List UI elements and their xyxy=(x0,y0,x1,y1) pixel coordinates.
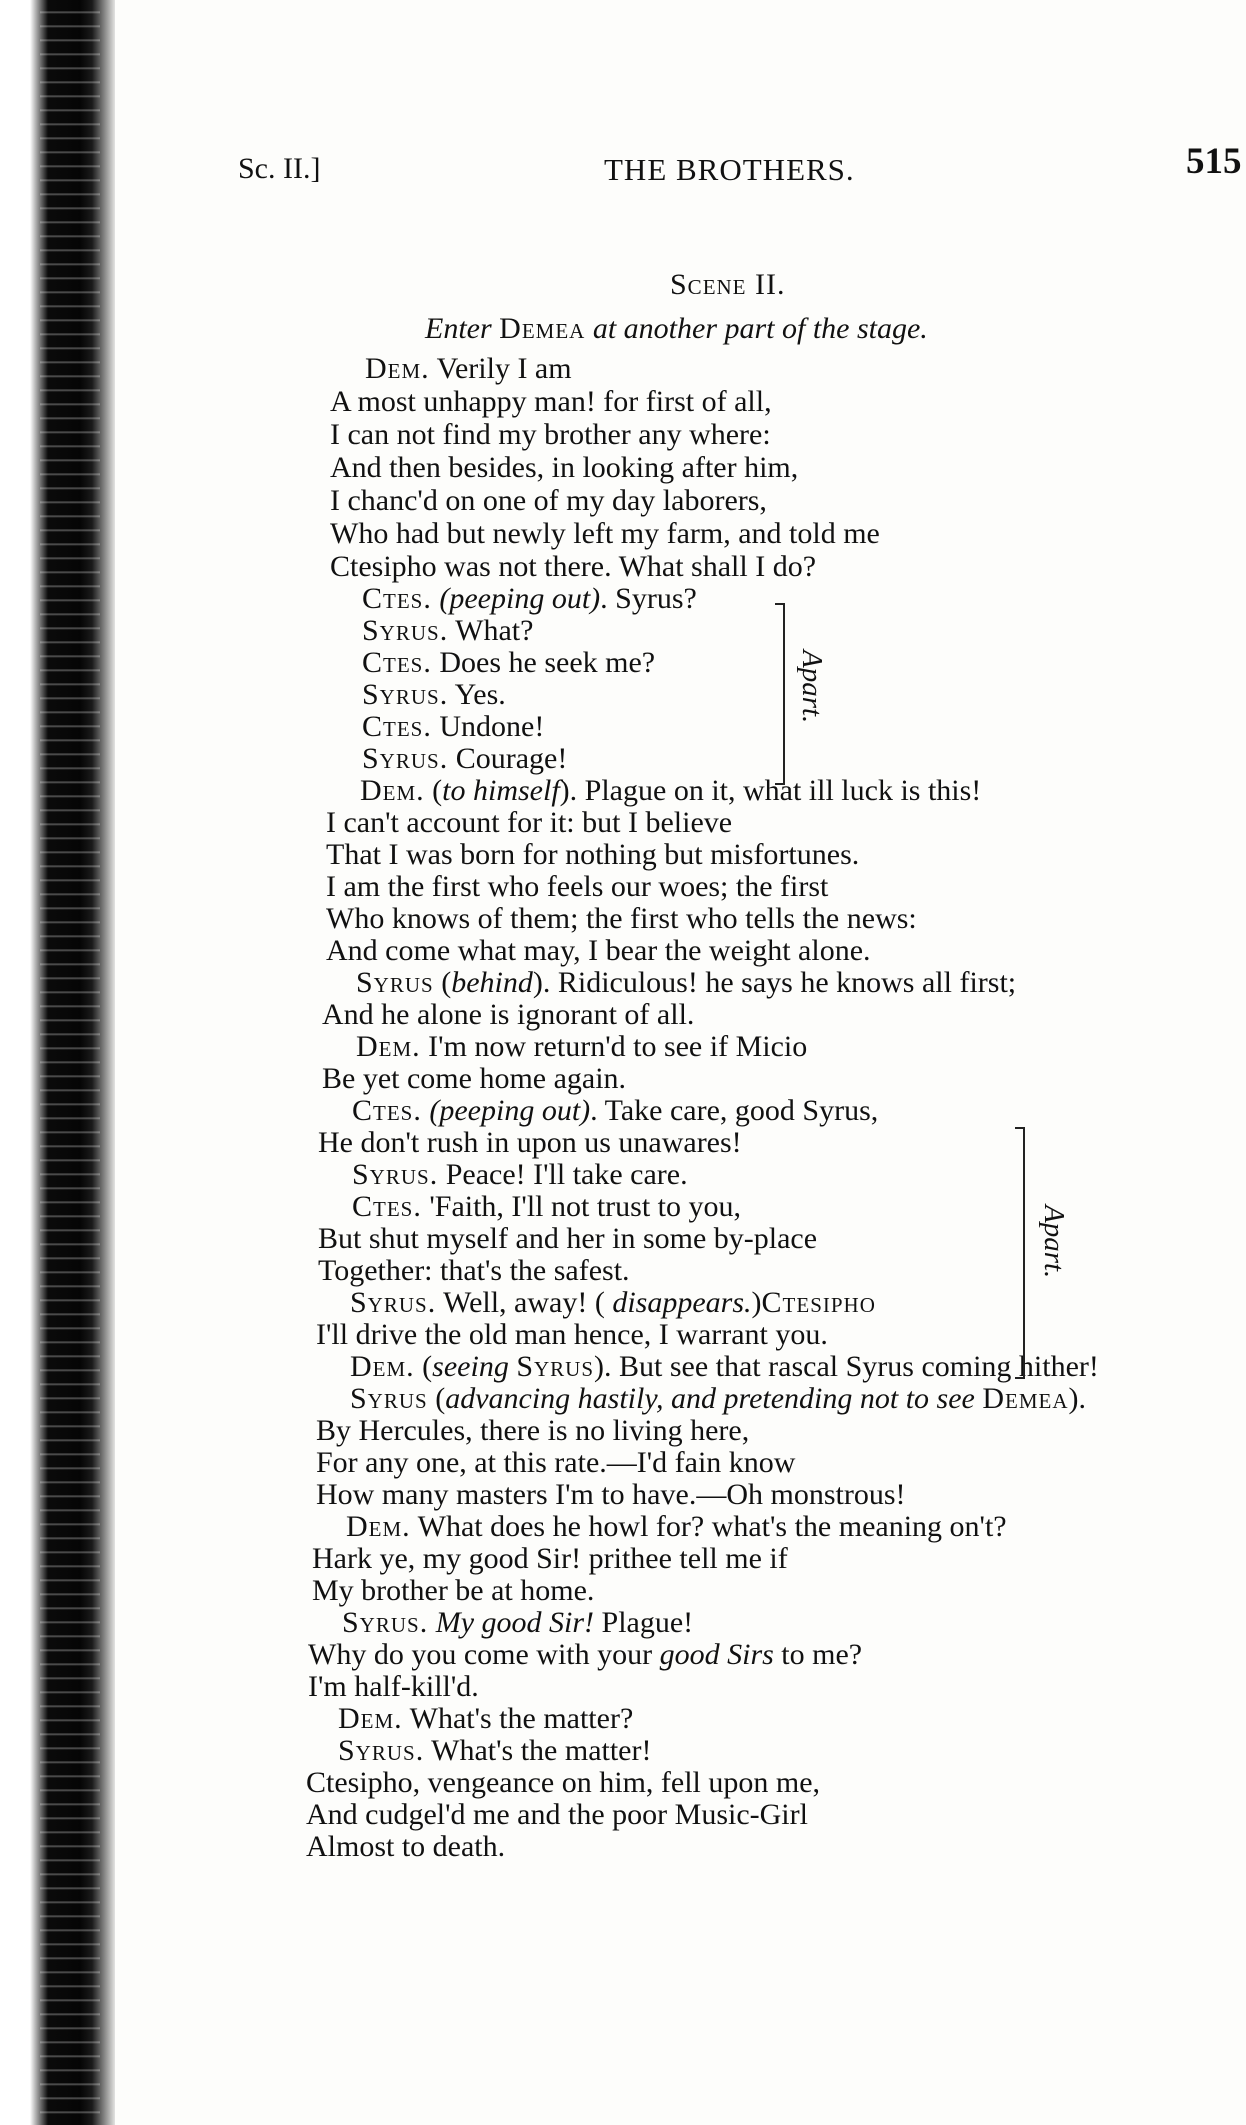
character-name: Syrus xyxy=(516,1350,595,1383)
verse-line xyxy=(326,838,859,872)
verse-line xyxy=(330,484,767,518)
speaker-name: Syrus xyxy=(356,966,434,999)
stage-direction xyxy=(425,312,928,346)
line-text: My brother be at home. xyxy=(312,1574,595,1607)
apart-bracket-2 xyxy=(1015,1127,1025,1379)
speaker-name: Ctes. xyxy=(352,1190,422,1223)
verse-line xyxy=(318,1126,742,1160)
line-text: Who had but newly left my farm, and told me xyxy=(330,517,880,550)
line-text: ) xyxy=(751,1286,762,1319)
line-text: Plague! xyxy=(594,1606,694,1639)
verse-line xyxy=(322,998,694,1032)
line-text: Ctesipho was not there. What shall I do? xyxy=(330,550,817,583)
verse-line xyxy=(362,582,697,616)
line-text: And then besides, in looking after him, xyxy=(330,451,799,484)
verse-line xyxy=(360,774,981,808)
verse-line xyxy=(350,1286,876,1320)
line-text: I'll drive the old man hence, I warrant you. xyxy=(316,1318,828,1351)
apart-bracket-1 xyxy=(775,603,785,785)
line-text: By Hercules, there is no living here, xyxy=(316,1414,750,1447)
verse-line xyxy=(338,1734,651,1768)
verse-line xyxy=(306,1798,808,1832)
apart-note-1: Apart. xyxy=(796,650,828,724)
line-text: ( xyxy=(424,774,443,807)
line-text: Hark ye, my good Sir! prithee tell me if xyxy=(312,1542,788,1575)
binding-gutter-texture xyxy=(40,0,100,2125)
line-text: ( xyxy=(414,1350,433,1383)
speaker-name: Dem. xyxy=(350,1350,415,1383)
verse-line xyxy=(352,1094,878,1128)
line-text: Well, away! ( xyxy=(436,1286,605,1319)
verse-line xyxy=(362,678,506,712)
character-name: Ctesipho xyxy=(761,1286,876,1319)
line-text: to me? xyxy=(773,1638,863,1671)
line-text: A most unhappy man! for first of all, xyxy=(330,385,772,418)
speaker-name: Dem. xyxy=(365,352,430,385)
verse-line xyxy=(362,646,655,680)
line-text: He don't rush in upon us unawares! xyxy=(318,1126,742,1159)
verse-line xyxy=(330,385,772,419)
verse-line xyxy=(316,1478,905,1512)
line-text: What's the matter? xyxy=(402,1702,634,1735)
line-text: Yes. xyxy=(448,678,506,711)
italic-direction: My good Sir! xyxy=(435,1606,595,1639)
speaker-name: Ctes. xyxy=(362,582,432,615)
verse-line xyxy=(312,1574,594,1608)
line-text: That I was born for nothing but misfortunes. xyxy=(326,838,860,871)
apart-note-2: Apart. xyxy=(1038,1205,1070,1279)
line-text: And he alone is ignorant of all. xyxy=(322,998,695,1031)
italic-direction: good Sirs xyxy=(659,1638,774,1671)
line-text: ). Ridiculous! he says he knows all first; xyxy=(532,966,1017,999)
direction-character: Demea xyxy=(499,312,586,345)
speaker-name: Syrus. xyxy=(362,614,449,647)
verse-line xyxy=(316,1414,749,1448)
speaker-name: Syrus. xyxy=(342,1606,429,1639)
verse-line xyxy=(352,1190,741,1224)
verse-line xyxy=(306,1830,505,1864)
speaker-name: Dem. xyxy=(360,774,425,807)
speaker-name: Ctes. xyxy=(362,646,432,679)
verse-line xyxy=(352,1158,688,1192)
verse-line xyxy=(312,1542,788,1576)
direction-enter: Enter xyxy=(425,312,492,345)
line-text: I can not find my brother any where: xyxy=(330,418,771,451)
line-text: And come what may, I bear the weight alone. xyxy=(326,934,871,967)
running-head-title: THE BROTHERS. xyxy=(604,152,855,187)
line-text: Verily I am xyxy=(429,352,572,385)
verse-line xyxy=(326,934,871,968)
line-text: And cudgel'd me and the poor Music-Girl xyxy=(306,1798,808,1831)
speaker-name: Syrus xyxy=(350,1382,428,1415)
verse-line xyxy=(308,1670,479,1704)
italic-direction: (peeping out) xyxy=(439,582,601,615)
verse-line xyxy=(356,966,1016,1000)
line-text: How many masters I'm to have.—Oh monstrous! xyxy=(316,1478,906,1511)
line-text xyxy=(428,1606,436,1639)
line-text: For any one, at this rate.—I'd fain know xyxy=(316,1446,796,1479)
line-text: ). xyxy=(1068,1382,1087,1415)
verse-line xyxy=(338,1702,633,1736)
verse-line xyxy=(326,902,917,936)
verse-line xyxy=(362,710,544,744)
italic-direction: seeing xyxy=(432,1350,509,1383)
line-text: Be yet come home again. xyxy=(322,1062,627,1095)
verse-line xyxy=(308,1638,862,1672)
italic-direction: behind xyxy=(451,966,533,999)
line-text: Why do you come with your xyxy=(308,1638,660,1671)
verse-line xyxy=(316,1318,828,1352)
line-text: Together: that's the safest. xyxy=(318,1254,630,1287)
line-text: But shut myself and her in some by-place xyxy=(318,1222,818,1255)
speaker-name: Ctes. xyxy=(352,1094,422,1127)
verse-line xyxy=(330,517,880,551)
line-text: What's the matter! xyxy=(424,1734,652,1767)
line-text: What does he howl for? what's the meaning on't? xyxy=(410,1510,1007,1543)
verse-line xyxy=(362,614,533,648)
character-name: Demea xyxy=(982,1382,1069,1415)
line-text: I'm now return'd to see if Micio xyxy=(420,1030,808,1063)
speaker-name: Syrus. xyxy=(362,678,449,711)
verse-line xyxy=(318,1222,817,1256)
verse-line xyxy=(330,550,816,584)
speaker-name: Dem. xyxy=(338,1702,403,1735)
line-text: . Take care, good Syrus, xyxy=(590,1094,879,1127)
line-text: ). Plague on it, what ill luck is this! xyxy=(559,774,982,807)
verse-line xyxy=(316,1446,795,1480)
line-text: Does he seek me? xyxy=(431,646,656,679)
italic-direction: to himself xyxy=(442,774,560,807)
line-text: Ctesipho, vengeance on him, fell upon me, xyxy=(306,1766,821,1799)
italic-direction: (peeping out) xyxy=(429,1094,591,1127)
verse-line xyxy=(322,1062,626,1096)
direction-rest: at another part of the stage. xyxy=(592,312,928,345)
line-text: I am the first who feels our woes; the first xyxy=(326,870,829,903)
verse-line xyxy=(350,1382,1086,1416)
line-text: Courage! xyxy=(448,742,568,775)
line-text: ( xyxy=(433,966,452,999)
verse-line xyxy=(306,1766,820,1800)
verse-line xyxy=(365,352,572,386)
speaker-name: Syrus. xyxy=(338,1734,425,1767)
line-text: . Syrus? xyxy=(600,582,697,615)
line-text: I'm half-kill'd. xyxy=(308,1670,479,1703)
line-text: Peace! I'll take care. xyxy=(438,1158,688,1191)
speaker-name: Syrus. xyxy=(362,742,449,775)
verse-line xyxy=(326,806,732,840)
line-text: ( xyxy=(427,1382,446,1415)
verse-line xyxy=(362,742,567,776)
line-text: Who knows of them; the first who tells the news: xyxy=(326,902,917,935)
line-text: 'Faith, I'll not trust to you, xyxy=(421,1190,742,1223)
verse-line xyxy=(356,1030,807,1064)
speaker-name: Ctes. xyxy=(362,710,432,743)
verse-line xyxy=(326,870,828,904)
italic-direction: disappears. xyxy=(604,1286,752,1319)
line-text: I chanc'd on one of my day laborers, xyxy=(330,484,767,517)
line-text: ). But see that rascal Syrus coming hither! xyxy=(594,1350,1099,1383)
line-text: Almost to death. xyxy=(306,1830,506,1863)
line-text: I can't account for it: but I believe xyxy=(326,806,733,839)
scene-title: Scene II. xyxy=(670,268,786,301)
italic-direction: advancing hastily, and pretending not to see xyxy=(445,1382,975,1415)
speaker-name: Syrus. xyxy=(350,1286,437,1319)
line-text: What? xyxy=(448,614,534,647)
speaker-name: Dem. xyxy=(346,1510,411,1543)
verse-line xyxy=(330,418,771,452)
verse-line xyxy=(342,1606,693,1640)
line-text: Undone! xyxy=(431,710,545,743)
verse-line xyxy=(330,451,798,485)
speaker-name: Dem. xyxy=(356,1030,421,1063)
running-head-left: Sc. II.] xyxy=(238,152,321,185)
verse-line xyxy=(346,1510,1007,1544)
verse-line xyxy=(318,1254,630,1288)
verse-line xyxy=(350,1350,1099,1384)
speaker-name: Syrus. xyxy=(352,1158,439,1191)
page-number: 515 xyxy=(1186,141,1242,182)
